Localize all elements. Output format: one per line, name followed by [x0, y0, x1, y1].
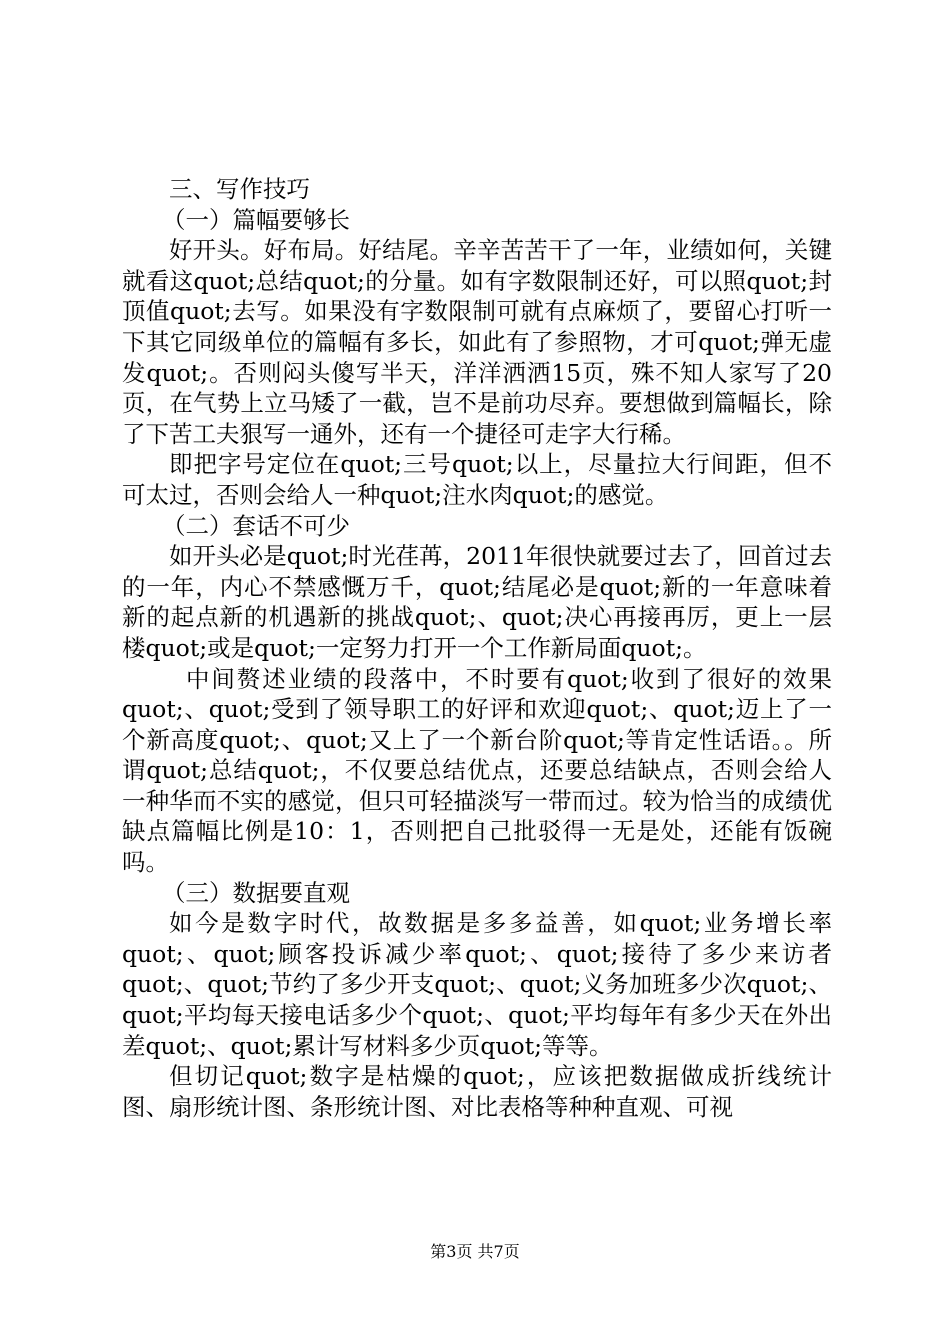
page-number-footer: 第3页 共7页 — [430, 1242, 520, 1261]
paragraph: 好开头。好布局。好结尾。辛辛苦苦干了一年，业绩如何，关键就看这quot;总结quot;的分量。如有字数限制还好，可以照quot;封顶值quot;去写。如果没有字数限制可就有点麻烦了，要留心打听一下其它同级单位的篇幅有多长，如此有了参照物，才可quot;弹无虚发quot;。否则闷头傻写半天，洋洋洒洒15页，殊不知人家写了20页，在气势上立马矮了一截，岂不是前功尽弃。要想做到篇幅长，除了下苦工夫狠写一通外，还有一个捷径可走字大行稀。 — [122, 236, 832, 448]
paragraph: 如今是数字时代，故数据是多多益善，如quot;业务增长率quot;、quot;顾客投诉减少率quot;、quot;接待了多少来访者quot;、quot;节约了多少开支quot;、quot;义务加班多少次quot;、quot;平均每天接电话多少个quot;、quot;平均每年有多少天在外出差quot;、quot;累计写材料多少页quot;等等。 — [122, 909, 832, 1060]
subheading-length: （一）篇幅要够长 — [162, 205, 350, 234]
paragraph: 中间赘述业绩的段落中，不时要有quot;收到了很好的效果quot;、quot;受到了领导职工的好评和欢迎quot;、quot;迈上了一个新高度quot;、quot;又上了一个新台阶quot;等肯定性话语。。所谓quot;总结quot;，不仅要总结优点，还要总结缺点，否则会给人一种华而不实的感觉，但只可轻描淡写一带而过。较为恰当的成绩优缺点篇幅比例是10：1，否则把自己批驳得一无是处，还能有饭碗吗。 — [122, 664, 832, 877]
section-heading: 三、写作技巧 — [169, 175, 310, 203]
document-body — [122, 174, 832, 1122]
paragraph: 如开头必是quot;时光荏苒，2011年很快就要过去了，回首过去的一年，内心不禁感慨万千，quot;结尾必是quot;新的一年意味着新的起点新的机遇新的挑战quot;、quot;决心再接再厉，更上一层楼quot;或是quot;一定努力打开一个工作新局面quot;。 — [122, 542, 832, 662]
subheading-data: （三）数据要直观 — [162, 878, 350, 907]
paragraph: 但切记quot;数字是枯燥的quot;，应该把数据做成折线统计图、扇形统计图、条形统计图、对比表格等种种直观、可视 — [122, 1062, 832, 1121]
subheading-set-phrases: （二）套话不可少 — [162, 511, 350, 540]
paragraph: 即把字号定位在quot;三号quot;以上，尽量拉大行间距，但不可太过，否则会给人一种quot;注水肉quot;的感觉。 — [122, 450, 832, 509]
